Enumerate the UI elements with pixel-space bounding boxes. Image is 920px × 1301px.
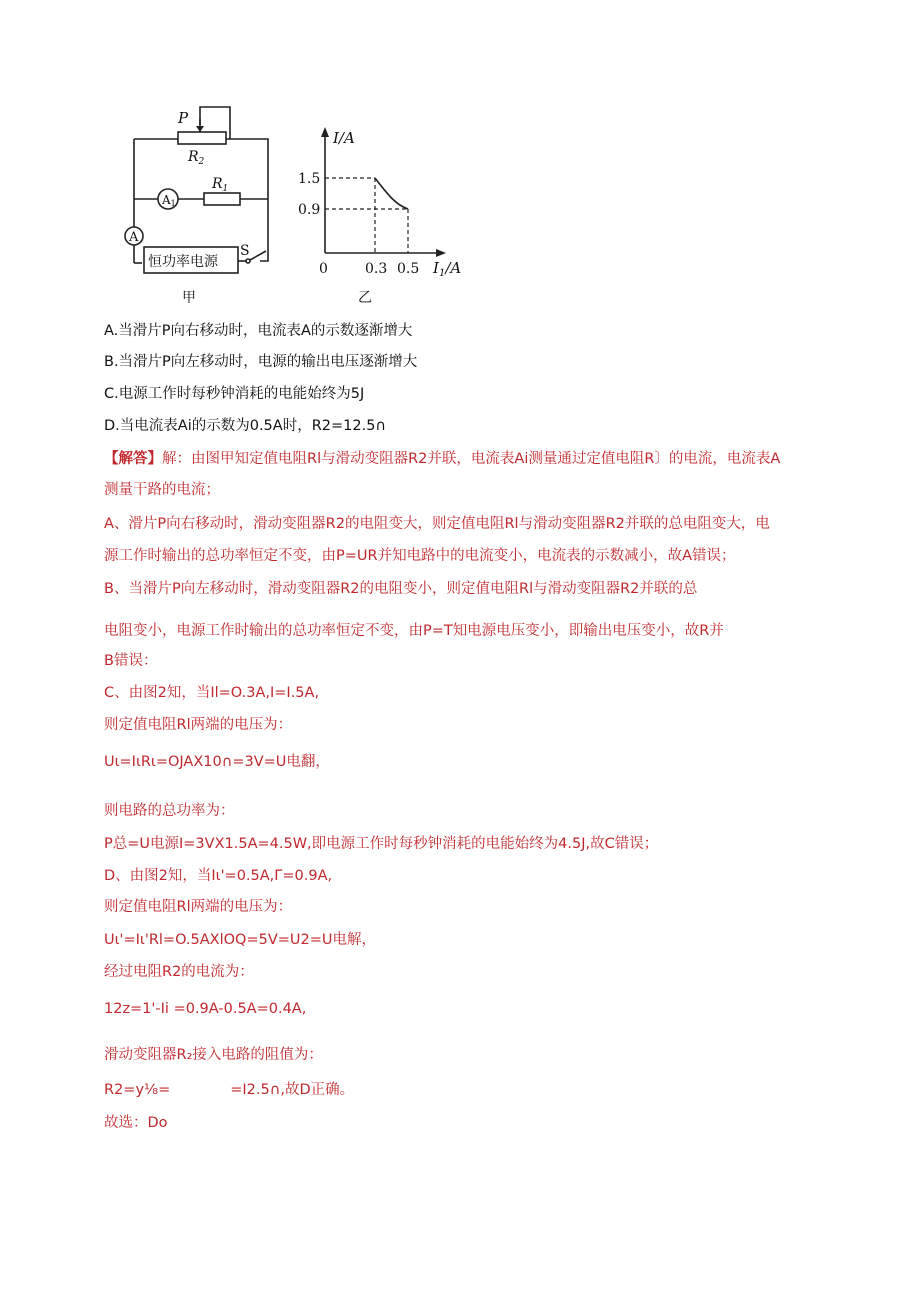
answer-line-5: B、当滑片P向左移动时，滑动变阻器R2的电阻变小，则定值电阻Rl与滑动变阻器R2并联的总 xyxy=(104,581,698,597)
x-tick-0-5: 0.5 xyxy=(397,261,420,277)
ammeter-a1-label: A1 xyxy=(162,193,176,208)
y-axis-label: I/A xyxy=(333,129,355,147)
answer-line-14: 则定值电阻Rl两端的电压为： xyxy=(104,899,293,915)
option-c: C.电源工作时每秒钟消耗的电能始终为5J xyxy=(104,386,365,402)
answer-line-8: C、由图2知，当Il=O.3A,I=I.5A, xyxy=(104,685,320,701)
answer-line-4: 源工作时输出的总功率恒定不变，由P=UR并知电路中的电流变小，电流表的示数减小，故A错误； xyxy=(104,548,736,564)
x-tick-0-3: 0.3 xyxy=(365,261,388,277)
answer-line-3: A、滑片P向右移动时，滑动变阻器R2的电阻变大，则定值电阻Rl与滑动变阻器R2并联的总电阻变大，电 xyxy=(104,516,770,532)
graph-caption: 乙 xyxy=(358,290,372,306)
y-tick-0-9: 0.9 xyxy=(298,202,321,218)
option-a: A.当滑片P向右移动时，电流表A的示数逐渐增大 xyxy=(104,323,413,339)
answer-line-13: D、由图2知，当Iι'=0.5A,Γ=0.9A, xyxy=(104,868,333,884)
answer-line-11: 则电路的总功率为： xyxy=(104,803,235,819)
answer-line-10: Uι=IιRι=OJAX10∩=3V=U电翻， xyxy=(104,754,330,770)
slider-p-label: P xyxy=(178,109,189,127)
x-axis-label: $I_1/A$ xyxy=(433,259,462,279)
figure-area xyxy=(100,95,500,310)
r2-label: $R_2$ xyxy=(188,149,205,167)
r1-label: $R_1$ xyxy=(212,176,229,194)
answer-line-1: 【解答】解：由图甲知定值电阻Rl与滑动变阻器R2并联，电流表Ai测量通过定值电阻R〕的电流，电流表A xyxy=(104,451,781,467)
option-d: D.当电流表Ai的示数为0.5A时，R2=12.5∩ xyxy=(104,418,387,434)
answer-line-2: 测量干路的电流； xyxy=(104,482,220,498)
answer-tag: 【解答】 xyxy=(104,451,162,467)
graph-guides xyxy=(325,178,408,253)
answer-line-6: 电阻变小，电源工作时输出的总功率恒定不变，由P=T知电源电压变小，即输出电压变小，故R并 xyxy=(104,623,724,639)
answer-line-15: Uι'=Iι'Rl=O.5AXlOQ=5V=U2=U电解， xyxy=(104,932,376,948)
answer-line-20: 故选：Do xyxy=(104,1115,168,1131)
switch-s-label: S xyxy=(240,243,250,259)
answer-line-7: B错误： xyxy=(104,653,158,669)
option-b: B.当滑片P向左移动时，电源的输出电压逐渐增大 xyxy=(104,354,418,370)
graph-curve xyxy=(375,178,408,209)
answer-line-19: R2=y⅛= =I2.5∩,故D正确。 xyxy=(104,1082,355,1098)
circuit-caption: 甲 xyxy=(182,290,196,306)
graph-origin: 0 xyxy=(319,261,328,277)
y-tick-1-5: 1.5 xyxy=(298,171,321,187)
answer-line-17: 12z=1'-Ii =0.9A-0.5A=0.4A, xyxy=(104,1001,307,1017)
answer-line-16: 经过电阻R2的电流为： xyxy=(104,964,254,980)
ammeter-a-label: A xyxy=(129,230,139,245)
answer-line-12: P总=U电源I=3VX1.5A=4.5W,即电源工作时每秒钟消耗的电能始终为4.5J,故C错误； xyxy=(104,836,659,852)
answer-line-18: 滑动变阻器R₂接入电路的阻值为： xyxy=(104,1047,323,1063)
answer-line-9: 则定值电阻Rl两端的电压为： xyxy=(104,717,293,733)
power-source-label: 恒功率电源 xyxy=(148,254,218,270)
